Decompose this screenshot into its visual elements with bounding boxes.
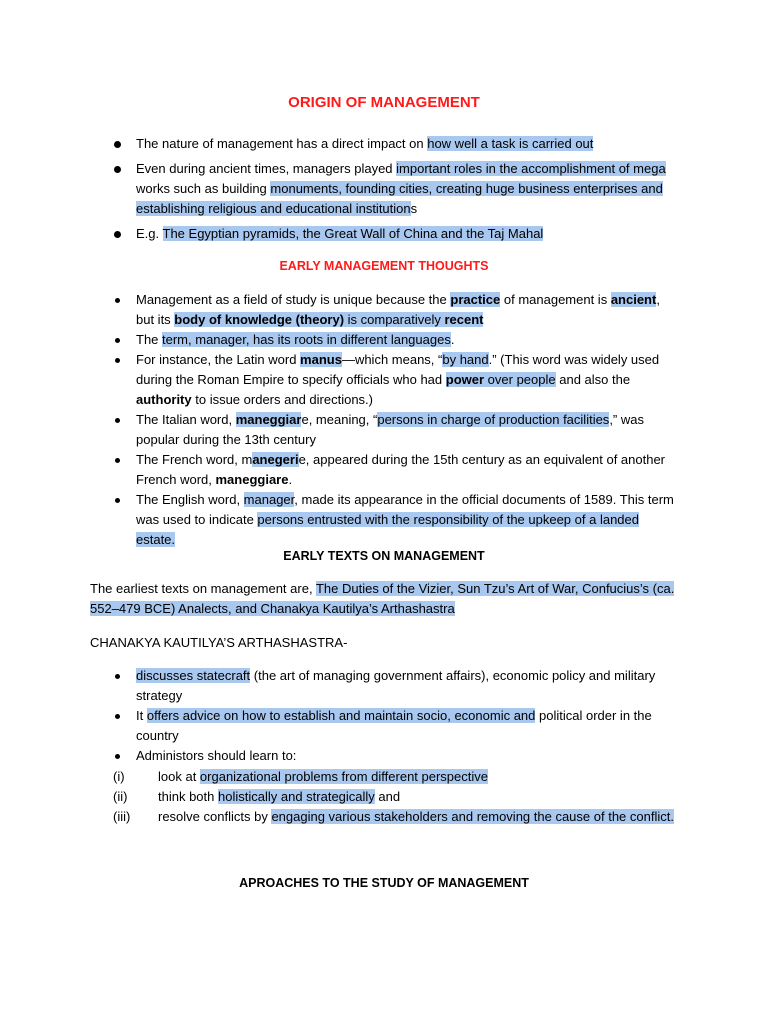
arthashastra-list — [136, 666, 681, 766]
list-item: E.g. The Egyptian pyramids, the Great Wall of China and the Taj Mahal — [136, 224, 666, 244]
page-title: ORIGIN OF MANAGEMENT — [288, 94, 480, 111]
roman-item-1: (i) look at organizational problems from different perspective — [113, 769, 488, 784]
bullet-icon — [115, 674, 120, 679]
roman-item-2: (ii) think both holistically and strategically and — [113, 789, 401, 804]
bullet-icon — [115, 358, 120, 363]
early-texts-paragraph: The earliest texts on management are, The Duties of the Vizier, Sun Tzu’s Art of War, Confucius’s (ca. 552–479 BCE) Analects, and Chanakya Kautilya’s Arthashastra — [90, 581, 675, 616]
list-item: The English word, manager, made its appearance in the official documents of 1589. This term was used to indicate persons entrusted with the responsibility of the upkeep of a landed estate. — [136, 490, 681, 550]
list-item: Administors should learn to: — [136, 746, 681, 766]
bullet-icon — [114, 166, 121, 173]
bullet-icon — [115, 498, 120, 503]
bullet-icon — [115, 418, 120, 423]
intro-list — [136, 134, 666, 244]
list-item: discusses statecraft (the art of managing government affairs), economic policy and military strategy — [136, 666, 681, 706]
section-heading-approaches: APROACHES TO THE STUDY OF MANAGEMENT — [239, 876, 529, 890]
list-item: For instance, the Latin word manus—which means, “by hand.” (This word was widely used during the Roman Empire to specify officials who had power over people and also the authority to issue orders and directions.) — [136, 350, 681, 410]
bullet-icon — [115, 754, 120, 759]
list-item: The term, manager, has its roots in different languages. — [136, 330, 681, 350]
list-item: It offers advice on how to establish and maintain socio, economic and political order in the country — [136, 706, 681, 746]
early-thoughts-list — [136, 290, 681, 550]
list-item: The nature of management has a direct impact on how well a task is carried out — [136, 134, 666, 154]
section-heading-early-thoughts: EARLY MANAGEMENT THOUGHTS — [279, 259, 489, 273]
section-heading-early-texts: EARLY TEXTS ON MANAGEMENT — [283, 549, 485, 563]
list-item: Even during ancient times, managers played important roles in the accomplishment of mega works such as building monuments, founding cities, creating huge business enterprises and establishing religious and educational institutions — [136, 159, 666, 219]
list-item: The French word, manegerie, appeared during the 15th century as an equivalent of another French word, maneggiare. — [136, 450, 681, 490]
list-item: Management as a field of study is unique because the practice of management is ancient, but its body of knowledge (theory) is comparatively recent — [136, 290, 681, 330]
bullet-icon — [114, 231, 121, 238]
bullet-icon — [114, 141, 121, 148]
arthashastra-label: CHANAKYA KAUTILYA’S ARTHASHASTRA- — [90, 635, 348, 650]
bullet-icon — [115, 458, 120, 463]
roman-item-3: (iii) resolve conflicts by engaging various stakeholders and removing the cause of the conflict. — [113, 809, 674, 824]
bullet-icon — [115, 298, 120, 303]
bullet-icon — [115, 714, 120, 719]
list-item: The Italian word, maneggiare, meaning, “persons in charge of production facilities,” was popular during the 13th century — [136, 410, 681, 450]
bullet-icon — [115, 338, 120, 343]
